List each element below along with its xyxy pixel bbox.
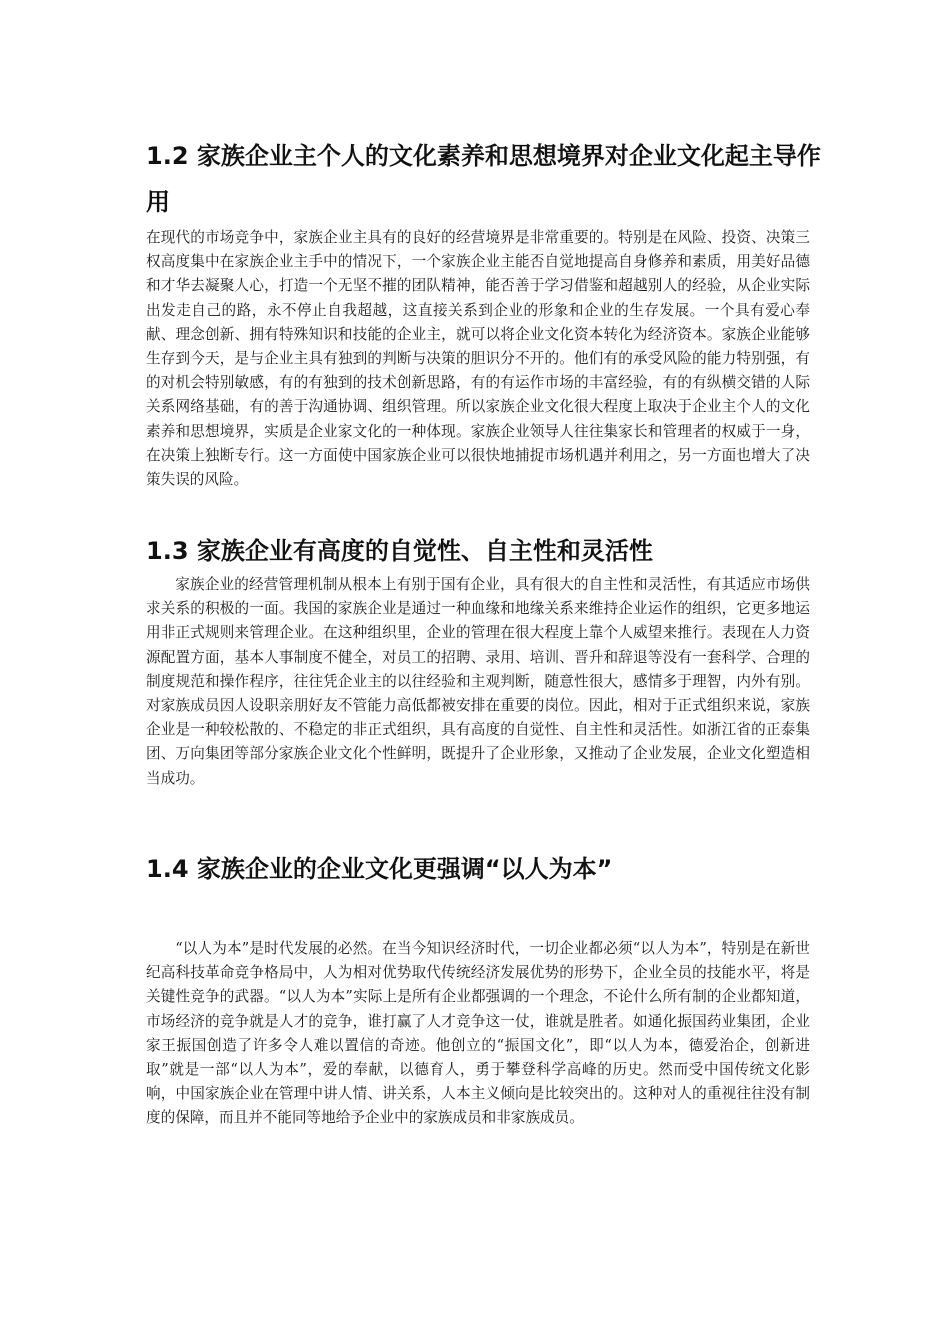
section-heading-1-4: 1.4 家族企业的企业文化更强调“以人为本”	[146, 855, 613, 883]
section-heading-1-3: 1.3 家族企业有高度的自觉性、自主性和灵活性	[146, 537, 653, 565]
section-body-1-2: 在现代的市场竞争中，家族企业主具有的良好的经营境界是非常重要的。特别是在风险、投资、决策三权高度集中在家族企业主手中的情况下，一个家族企业主能否自觉地提高自身修养和素质，用美好品德和才华去凝聚人心，打造一个无坚不摧的团队精神，能否善于学习借鉴和超越别人的经验，从企业实际出发走自己的路，永不停止自我超越，这直接关系到企业的形象和企业的生存发展。一个具有爱心奉献、理念创新、拥有特殊知识和技能的企业主，就可以将企业文化资本转化为经济资本。家族企业能够生存到今天，是与企业主具有独到的判断与决策的胆识分不开的。他们有的承受风险的能力特别强，有的对机会特别敏感，有的有独到的技术创新思路，有的有运作市场的丰富经验，有的有纵横交错的人际关系网络基础，有的善于沟通协调、组织管理。所以家族企业文化很大程度上取决于企业主个人的文化素养和思想境界，实质是企业家文化的一种体现。家族企业领导人往往集家长和管理者的权威于一身，在决策上独断专行。这一方面使中国家族企业可以很快地捕捉市场机遇并利用之，另一方面也增大了决策失误的风险。	[146, 229, 810, 489]
section-body-1-3: 家族企业的经营管理机制从根本上有别于国有企业，具有很大的自主性和灵活性，有其适应市场供求关系的积极的一面。我国的家族企业是通过一种血缘和地缘关系来维持企业运作的组织，它更多地运用非正式规则来管理企业。在这种组织里，企业的管理在很大程度上靠个人威望来推行。表现在人力资源配置方面，基本人事制度不健全，对员工的招聘、录用、培训、晋升和辞退等没有一套科学、合理的制度规范和操作程序，往往凭企业主的以往经验和主观判断，随意性很大，感情多于理智，内外有别。对家族成员因人设职亲朋好友不管能力高低都被安排在重要的岗位。因此，相对于正式组织来说，家族企业是一种较松散的、不稳定的非正式组织，具有高度的自觉性、自主性和灵活性。如浙江省的正泰集团、万向集团等部分家族企业文化个性鲜明，既提升了企业形象，又推动了企业发展，企业文化塑造相当成功。	[146, 576, 810, 787]
section-body-1-4: “以人为本”是时代发展的必然。在当今知识经济时代，一切企业都必须“以人为本”，特别是在新世纪高科技革命竞争格局中，人为相对优势取代传统经济发展优势的形势下，企业全员的技能水平，将是关键性竞争的武器。“以人为本”实际上是所有企业都强调的一个理念，不论什么所有制的企业都知道，市场经济的竞争就是人才的竞争，谁打赢了人才竞争这一仗，谁就是胜者。如通化振国药业集团，企业家王振国创造了许多令人难以置信的奇迹。他创立的“振国文化”，即“以人为本，德爱治企，创新进取”就是一部“以人为本”，爱的奉献，以德育人，勇于攀登科学高峰的历史。然而受中国传统文化影响，中国家族企业在管理中讲人情、讲关系，人本主义倾向是比较突出的。这种对人的重视往往没有制度的保障，而且并不能同等地给予企业中的家族成员和非家族成员。	[146, 940, 810, 1127]
section-heading-1-2: 1.2 家族企业主个人的文化素养和思想境界对企业文化起主导作用	[146, 142, 821, 216]
